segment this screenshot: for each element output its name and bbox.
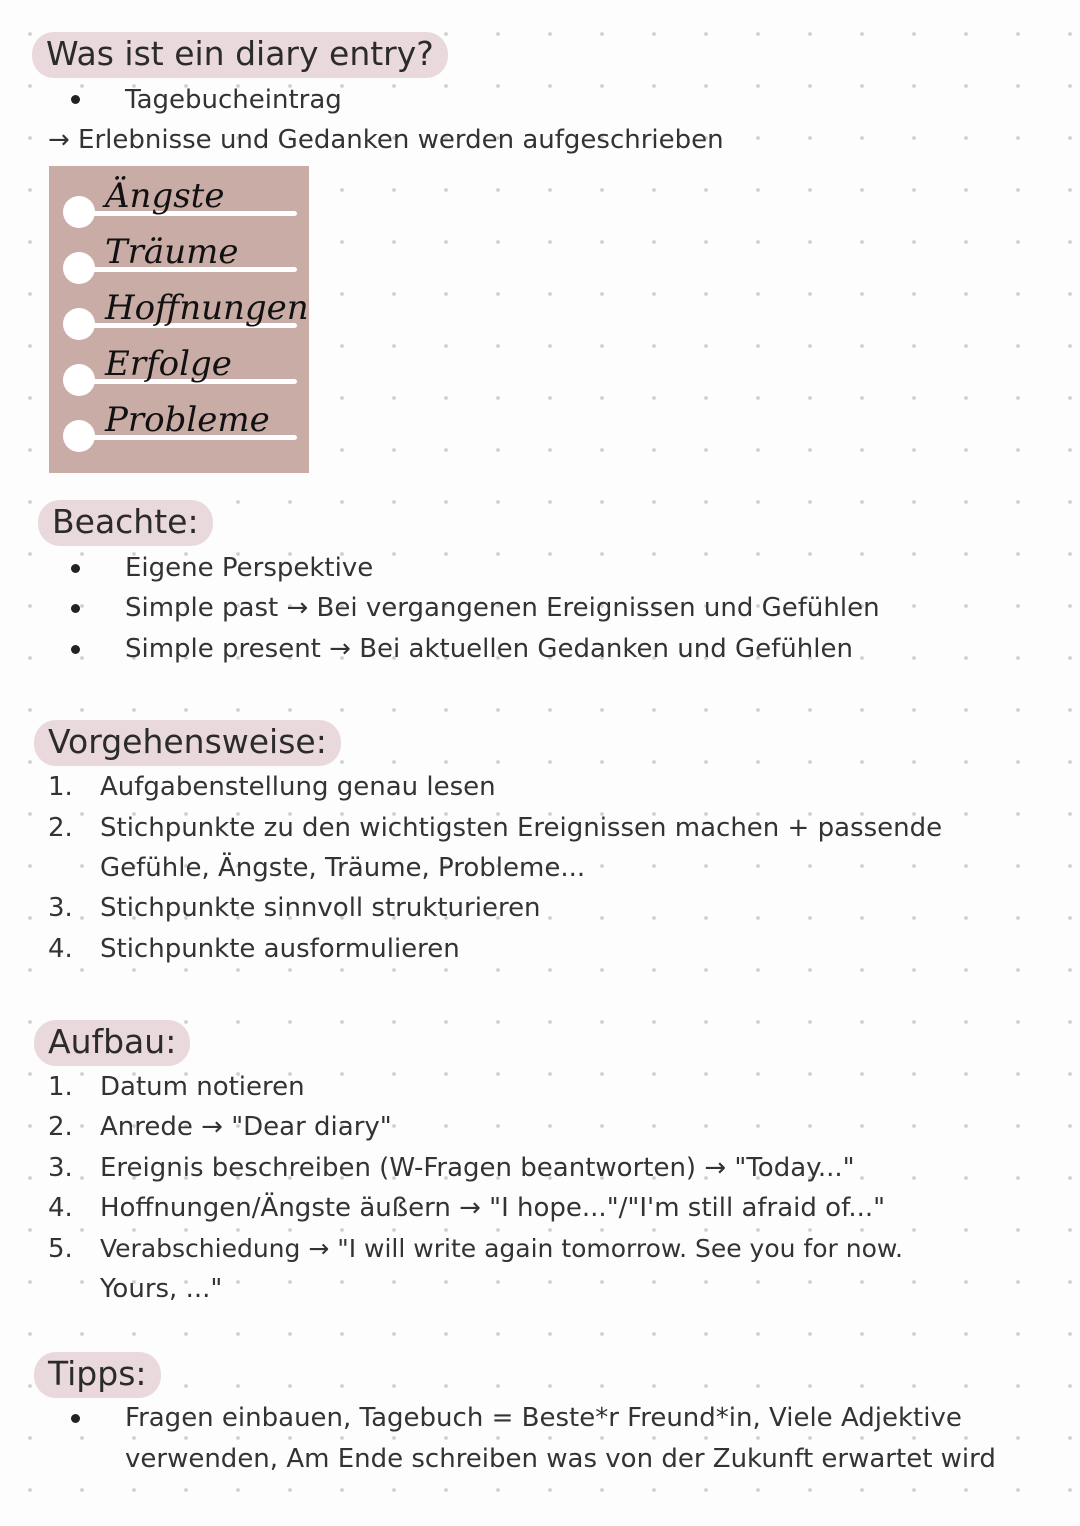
- step-text: Verabschiedung → "I will write again tomorrow. See you for now.: [100, 1234, 903, 1263]
- heading-tipps: Tipps:: [34, 1352, 161, 1398]
- definition-text: Tagebucheintrag: [125, 85, 342, 115]
- card-item: Hoffnungen: [105, 288, 309, 328]
- card-hole: [63, 196, 95, 228]
- step-text-continued: Gefühle, Ängste, Träume, Probleme...: [100, 853, 586, 883]
- step-number: 4.: [48, 1193, 73, 1223]
- heading-beachte: Beachte:: [38, 500, 213, 546]
- beachte-item: Simple present → Bei aktuellen Gedanken und Gefühlen: [125, 634, 853, 664]
- card-hole: [63, 420, 95, 452]
- card-row: [49, 174, 309, 230]
- step-number: 2.: [48, 813, 73, 843]
- step-text: Anrede → "Dear diary": [100, 1112, 392, 1142]
- step-number: 1.: [48, 1072, 73, 1102]
- card-item: Träume: [105, 232, 239, 272]
- step-number: 5.: [48, 1234, 73, 1264]
- step-number: 3.: [48, 893, 73, 923]
- arrow-line: → Erlebnisse und Gedanken werden aufgeschrieben: [48, 125, 724, 155]
- step-number: 3.: [48, 1153, 73, 1183]
- step-text: Stichpunkte zu den wichtigsten Ereignissen machen + passende: [100, 813, 943, 843]
- card-item: Probleme: [105, 400, 270, 440]
- step-text: Hoffnungen/Ängste äußern → "I hope..."/"I'm still afraid of...": [100, 1193, 886, 1223]
- step-text: Datum notieren: [100, 1072, 305, 1102]
- step-text-continued: Yours, ...": [100, 1274, 223, 1304]
- heading-vorgehensweise: Vorgehensweise:: [34, 720, 341, 766]
- bullet-dot: [71, 95, 80, 104]
- step-number: 4.: [48, 934, 73, 964]
- step-number: 1.: [48, 772, 73, 802]
- tipps-text: Fragen einbauen, Tagebuch = Beste*r Freund*in, Viele Adjektive: [125, 1403, 962, 1433]
- bullet-dot: [71, 1414, 80, 1423]
- step-number: 2.: [48, 1112, 73, 1142]
- topics-card: [49, 166, 309, 473]
- card-row: [49, 286, 309, 342]
- card-row: [49, 342, 309, 398]
- beachte-item: Eigene Perspektive: [125, 553, 374, 583]
- card-item: Erfolge: [105, 344, 232, 384]
- step-text: Ereignis beschreiben (W-Fragen beantworten) → "Today...": [100, 1153, 855, 1183]
- step-text: Stichpunkte sinnvoll strukturieren: [100, 893, 541, 923]
- card-item: Ängste: [105, 176, 225, 216]
- step-text: Aufgabenstellung genau lesen: [100, 772, 496, 802]
- tipps-text: verwenden, Am Ende schreiben was von der Zukunft erwartet wird: [125, 1444, 996, 1474]
- step-text: Stichpunkte ausformulieren: [100, 934, 460, 964]
- beachte-item: Simple past → Bei vergangenen Ereignissen und Gefühlen: [125, 593, 880, 623]
- bullet-dot: [71, 564, 80, 573]
- heading-aufbau: Aufbau:: [34, 1020, 190, 1066]
- bullet-dot: [71, 645, 80, 654]
- card-hole: [63, 252, 95, 284]
- card-hole: [63, 364, 95, 396]
- card-row: [49, 398, 309, 454]
- card-row: [49, 230, 309, 286]
- card-hole: [63, 308, 95, 340]
- heading-diary-entry: Was ist ein diary entry?: [32, 32, 448, 78]
- bullet-dot: [71, 604, 80, 613]
